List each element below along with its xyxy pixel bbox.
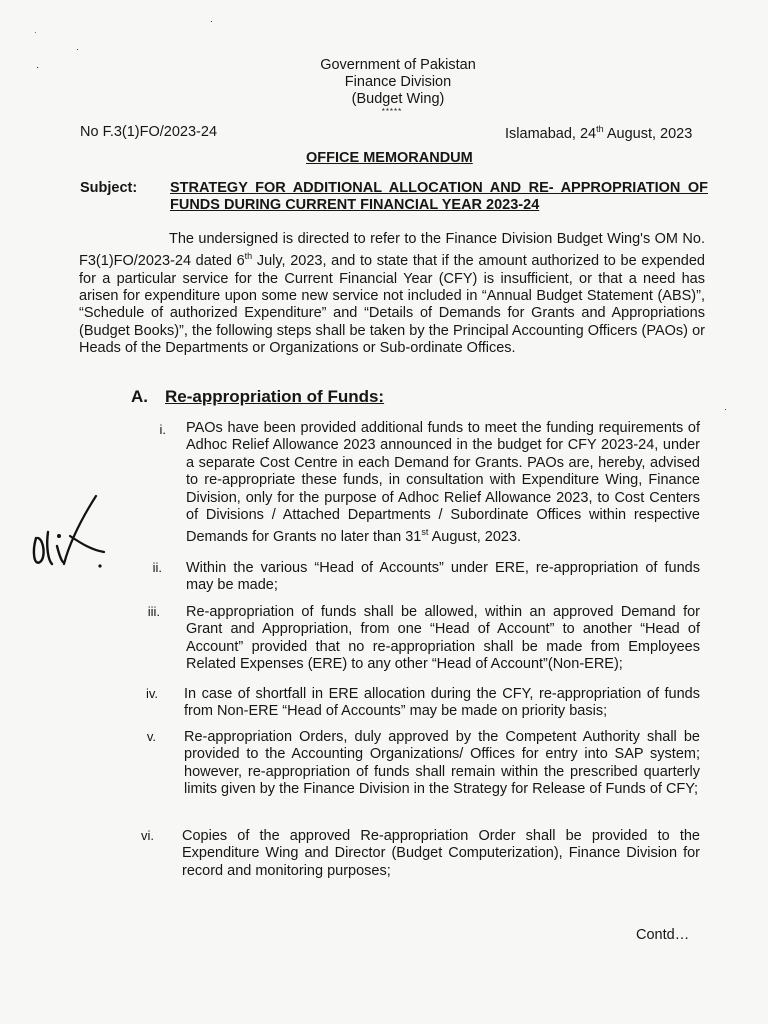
- date-suffix: August, 2023: [603, 125, 693, 142]
- letterhead-division: Finance Division: [344, 74, 452, 90]
- memo-title: OFFICE MEMORANDUM: [306, 150, 473, 166]
- scan-speck: ·: [76, 44, 79, 54]
- intro-paragraph: [79, 231, 705, 358]
- scan-speck: ·: [210, 16, 213, 26]
- list-item: Within the various “Head of Accounts” under ERE, re-appropriation of funds may be made;: [186, 560, 700, 594]
- letterhead-government: Government of Pakistan: [320, 57, 476, 73]
- item-superscript: st: [421, 527, 429, 538]
- list-item: Re-appropriation of funds shall be allowed, within an approved Demand for Grant and Appropriation, from one “Head of Account” to another “Head of Account” provided that no re-appropriation shall be made from Employees Related Expenses (ERE) to any other “Head of Account”(Non-ERE);: [186, 604, 700, 673]
- reference-number: No F.3(1)FO/2023-24: [80, 124, 218, 140]
- section-title: Re-appropriation of Funds:: [165, 387, 385, 406]
- scan-speck: ·: [36, 62, 40, 73]
- handwritten-initials: [26, 488, 118, 578]
- intro-superscript: th: [244, 251, 253, 262]
- scan-speck: ·: [34, 28, 37, 37]
- item-number: i.: [159, 422, 166, 437]
- item-number: ii.: [152, 560, 162, 575]
- intro-part2: July, 2023, and to state that if the amount authorized to be expended for a particular service for the Current Financial Year (CFY) is insufficient, or that a need has arisen for expenditure upon some new service not included in “Annual Budget Statement (ABS)”, “Schedule of authorized Expenditure” and “Details of Demands for Grants and Appropriations (Budget Books)”, the following steps shall be taken by the Principal Accounting Officers (PAOs) or Heads of the Departments or Organizations or Sub-ordinate Offices.: [79, 253, 705, 357]
- continued-note: Contd…: [636, 927, 690, 943]
- subject-label: Subject:: [80, 180, 138, 196]
- list-item: Copies of the approved Re-appropriation Order shall be provided to the Expenditure Wing and Director (Budget Computerization), Finance Division for record and monitoring purposes;: [182, 828, 700, 879]
- list-item: [186, 420, 700, 547]
- subject-text: STRATEGY FOR ADDITIONAL ALLOCATION AND RE- APPROPRIATION OF FUNDS DURING CURRENT FINANCIAL YEAR 2023-24: [170, 180, 708, 213]
- item-text-b: August, 2023.: [428, 529, 522, 546]
- item-number: v.: [146, 729, 156, 744]
- section-letter: A.: [131, 387, 148, 406]
- item-number: vi.: [141, 828, 154, 843]
- date-superscript: th: [596, 124, 604, 134]
- list-item: Re-appropriation Orders, duly approved by the Competent Authority shall be provided to the Accounting Organizations/ Offices for entry into SAP system; however, re-appropriation of funds shall remain within the prescribed quarterly limits given by the Finance Division in the Strategy for Release of Funds of CFY;: [184, 729, 700, 798]
- intro-part1: The undersigned is directed to refer to the Finance Division Budget Wing's OM No. F3(1)FO/2023-24 dated 6: [79, 231, 705, 270]
- item-number: iv.: [145, 686, 158, 701]
- letterhead-stars: *****: [381, 107, 403, 116]
- item-text-a: PAOs have been provided additional funds to meet the funding requirements of Adhoc Relief Allowance 2023 announced in the budget for CFY 2023-24, under a separate Cost Centre in each Demand for Grants. PAOs are, hereby, advised to re-appropriate these funds, in consultation with Expenditure Wing, Finance Division, only for the purpose of Adhoc Relief Allowance 2023, to Cost Centers of Divisions / Attached Departments / Subordinate Offices within respective Demands for Grants no later than 31: [186, 420, 700, 546]
- reference-date: [505, 124, 692, 142]
- list-item: In case of shortfall in ERE allocation during the CFY, re-appropriation of funds from Non-ERE “Head of Accounts” may be made on priority basis;: [184, 686, 700, 720]
- item-number: iii.: [147, 604, 160, 619]
- date-prefix: Islamabad, 24: [505, 125, 597, 142]
- scan-speck: ·: [724, 404, 727, 414]
- letterhead-wing: (Budget Wing): [351, 91, 445, 107]
